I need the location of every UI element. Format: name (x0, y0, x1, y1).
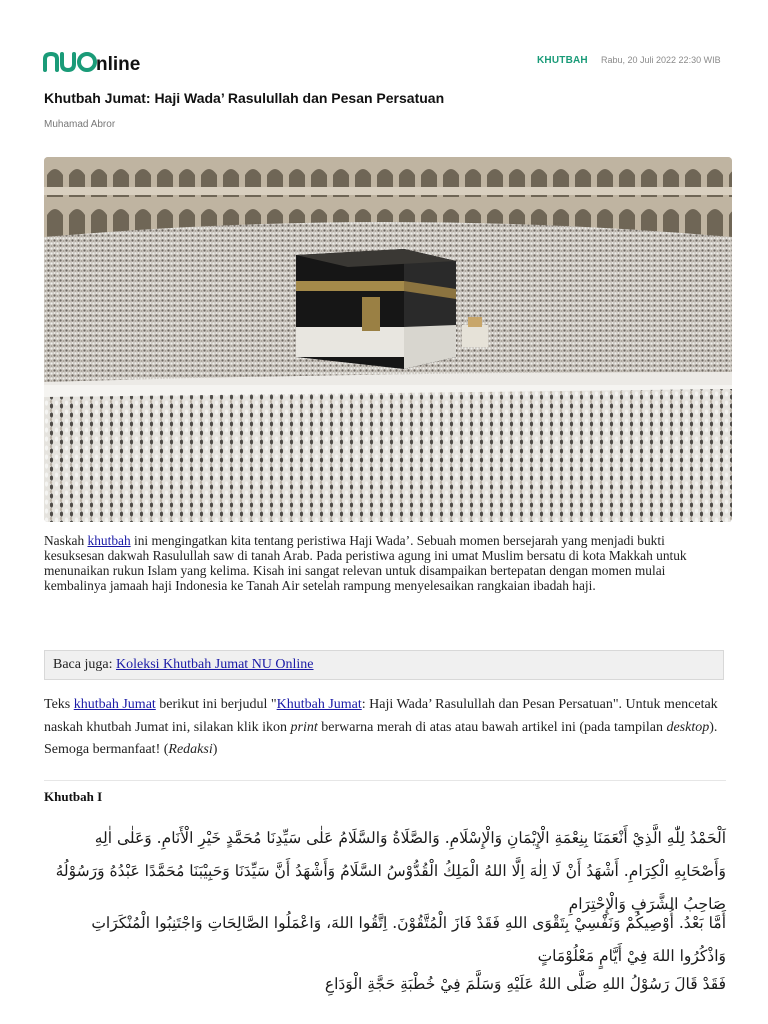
koleksi-khutbah-link[interactable]: Koleksi Khutbah Jumat NU Online (115, 657, 314, 672)
arabic-text-opening: اَلْحَمْدُ لِلّٰهِ الَّذِيْ أَنْعَمَنَا بِنِعْمَةِ الْإِيْمَانِ وَالْإِسْلَامِ. وَالصَّلَاةُ وَالسَّلَامُ عَلٰى سَيِّدِنَا مُحَمَّدٍ خَيْرِ الْأَنَامِ. وَعَلٰى اٰلِهِ وَأَصْحَابِهِ الْكِرَامِ. أَشْهَدُ أَنْ لَا اِلٰهَ اِلَّا اللهُ الْمَلِكُ الْقُدُّوْسُ السَّلَامُ وَأَشْهَدُ أَنَّ سَيِّدَنَا وَحَبِيْبَنَا مُحَمَّدًا عَبْدُهُ وَرَسُوْلُهُ صَاحِبُ الشَّرَفِ وَالْإِحْتِرَامِ (55, 829, 726, 913)
publish-datetime: Rabu, 20 Juli 2022 22:30 WIB (601, 55, 721, 65)
khutbah-jumat-title-link[interactable]: Khutbah Jumat (276, 697, 362, 712)
arabic-text-wasiat: أَمَّا بَعْدُ. أُوْصِيكُمْ وَنَفْسِيْ بِتَقْوَى اللهِ فَقَدْ فَازَ الْمُتَّقُوْنَ. اِتَّقُوا اللهَ، وَاعْمَلُوا الصَّالِحَاتِ وَاجْتَنِبُوا الْمُنْكَرَاتِ وَاذْكُرُوا اللهَ فِيْ أَيَّامٍ مَعْلُوْمَاتٍ (91, 914, 726, 965)
site-header (0, 0, 768, 80)
category-label[interactable]: KHUTBAH (537, 55, 588, 66)
khutbah-link[interactable]: khutbah (87, 533, 131, 548)
article-title: Khutbah Jumat: Haji Wada’ Rasulullah dan Pesan Persatuan (44, 90, 445, 106)
article-author[interactable]: Muhamad Abror (44, 119, 116, 130)
hero-image-kaaba (44, 157, 732, 522)
khutbah-section-heading: Khutbah I (44, 789, 103, 804)
khutbah-jumat-link[interactable]: khutbah Jumat (73, 697, 156, 712)
nu-online-logo[interactable] (43, 46, 147, 74)
baca-juga-box (44, 650, 724, 680)
section-divider (44, 780, 726, 781)
baca-juga-label: Baca juga: (53, 657, 116, 672)
intro-paragraph: Naskah khutbah ini mengingatkan kita tentang peristiwa Haji Wada’. Sebuah momen bersejarah yang menjadi bukti kesuksesan dakwah Rasulullah saw di tanah Arab. Pada peristiwa agung ini umat Muslim bersatu di kota Makkah untuk menunaikan rukun Islam yang kelima. Kisah ini sangat relevan untuk disampaikan bertepatan dengan momen mulai kembalinya jamaah haji Indonesia ke Tanah Air setelah rampung menyelesaikan rangkaian ibadah haji. (44, 533, 687, 593)
arabic-text-continued: فَقَدْ قَالَ رَسُوْلُ اللهِ صَلَّى اللهُ عَلَيْهِ وَسَلَّمَ فِيْ خُطْبَةِ حَجَّةِ الْوَدَاعِ (324, 975, 726, 993)
svg-text:nline: nline (96, 54, 141, 74)
body-paragraph: Teks khutbah Jumat berikut ini berjudul "Khutbah Jumat: Haji Wada’ Rasulullah dan Pesan Persatuan". Untuk mencetak naskah khutbah Jumat ini, silakan klik ikon print berwarna merah di atas atau bawah artikel ini (pada tampilan desktop). Semoga bermanfaat! (Redaksi) (44, 697, 718, 757)
